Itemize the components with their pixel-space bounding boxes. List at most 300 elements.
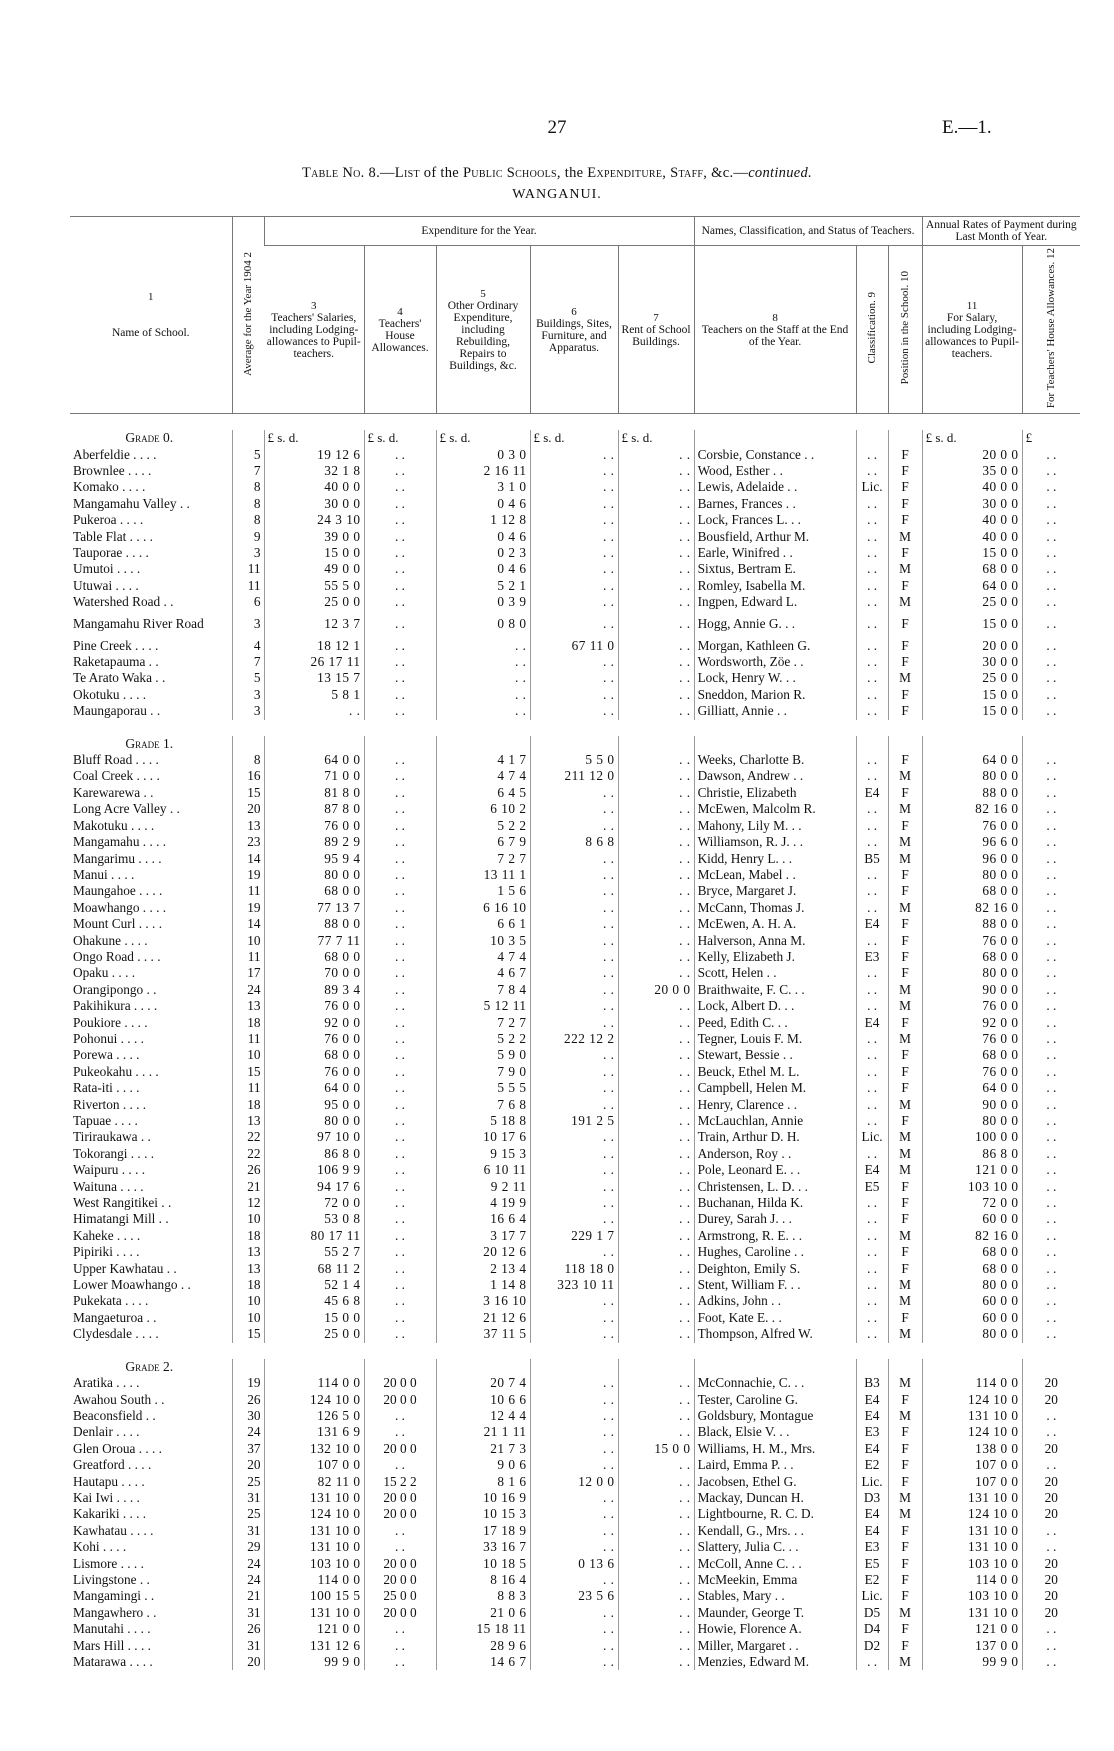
classification: . . (856, 752, 888, 768)
school-name: Umutoi . . . . (73, 561, 141, 577)
salaries-amount: 76 0 0 (264, 1064, 364, 1080)
position: F (888, 1113, 922, 1129)
position: M (888, 900, 922, 916)
house-allowance-amount: . . (364, 1424, 436, 1440)
rent-amount: . . (618, 1424, 694, 1440)
school-name: Kohi . . . . (73, 1539, 127, 1555)
salaries-amount: 18 12 1 (264, 638, 364, 654)
salaries-amount: 131 6 9 (264, 1424, 364, 1440)
position: F (888, 965, 922, 981)
salary-rate: 15 0 0 (922, 611, 1022, 638)
school-row (70, 1457, 1080, 1473)
position: M (888, 1654, 922, 1670)
school-name: Mangarimu . . . . (73, 850, 162, 866)
col-label: Buildings, Sites, Furniture, and Apparatus. (536, 317, 612, 354)
average-attendance: 31 (232, 1605, 264, 1621)
rent-amount: . . (618, 851, 694, 867)
currency-unit: £ s. d. (618, 430, 694, 446)
classification: D5 (856, 1605, 888, 1621)
average-attendance: 10 (232, 1047, 264, 1063)
salary-rate: 121 0 0 (922, 1162, 1022, 1178)
average-attendance: 24 (232, 1556, 264, 1572)
rent-amount: . . (618, 1211, 694, 1227)
buildings-amount: . . (530, 949, 618, 965)
house-allowance-amount: . . (364, 611, 436, 638)
other-expenditure-amount: 21 7 3 (436, 1441, 530, 1457)
buildings-amount: 0 13 6 (530, 1556, 618, 1572)
col-salary-rate-header (922, 246, 1022, 414)
salary-rate: 40 0 0 (922, 479, 1022, 495)
house-allowance-amount: . . (364, 1080, 436, 1096)
buildings-amount: . . (530, 654, 618, 670)
rent-amount: . . (618, 1572, 694, 1588)
house-allowance-amount: . . (364, 1293, 436, 1309)
average-attendance: 15 (232, 1064, 264, 1080)
teacher-name: Peed, Edith C. . . (694, 1015, 856, 1031)
house-allowance-rate: . . (1022, 1261, 1080, 1277)
average-attendance: 21 (232, 1179, 264, 1195)
col-class-header (856, 246, 888, 414)
salaries-amount: 99 9 0 (264, 1654, 364, 1670)
house-allowance-rate: . . (1022, 1621, 1080, 1637)
salaries-amount: 39 0 0 (264, 529, 364, 545)
house-allowance-amount: . . (364, 1654, 436, 1670)
salary-rate: 124 10 0 (922, 1506, 1022, 1522)
rent-amount: . . (618, 1392, 694, 1408)
table-title (0, 165, 1114, 182)
teacher-name: Maunder, George T. (694, 1605, 856, 1621)
house-allowance-amount: . . (364, 900, 436, 916)
buildings-amount: . . (530, 1638, 618, 1654)
house-allowance-amount: . . (364, 1162, 436, 1178)
other-expenditure-amount: 10 17 6 (436, 1129, 530, 1145)
classification: . . (856, 1326, 888, 1342)
buildings-amount: . . (530, 1441, 618, 1457)
house-allowance-amount: . . (364, 1031, 436, 1047)
house-allowance-amount: . . (364, 1146, 436, 1162)
salaries-amount: 121 0 0 (264, 1621, 364, 1637)
teacher-name: Kidd, Henry L. . . (694, 851, 856, 867)
house-allowance-rate: 20 (1022, 1375, 1080, 1391)
house-allowance-rate: . . (1022, 1424, 1080, 1440)
other-expenditure-amount: 14 6 7 (436, 1654, 530, 1670)
teacher-name: Christie, Elizabeth (694, 785, 856, 801)
school-name: Brownlee . . . . (73, 462, 152, 478)
other-expenditure-amount: 6 10 11 (436, 1162, 530, 1178)
house-allowance-amount: . . (364, 1015, 436, 1031)
position: F (888, 1064, 922, 1080)
buildings-amount: . . (530, 1457, 618, 1473)
salary-rate: 107 0 0 (922, 1457, 1022, 1473)
average-attendance: 24 (232, 982, 264, 998)
position: F (888, 1638, 922, 1654)
classification: . . (856, 703, 888, 719)
house-allowance-amount: . . (364, 916, 436, 932)
school-name: Komako . . . . (73, 479, 146, 495)
buildings-amount: 191 2 5 (530, 1113, 618, 1129)
salary-rate: 107 0 0 (922, 1474, 1022, 1490)
buildings-amount: . . (530, 496, 618, 512)
house-allowance-amount: . . (364, 1211, 436, 1227)
currency-unit: £ s. d. (436, 430, 530, 446)
teacher-name: Lock, Henry W. . . (694, 670, 856, 686)
position: F (888, 1539, 922, 1555)
average-attendance: 3 (232, 545, 264, 561)
position: F (888, 867, 922, 883)
school-name: Kawhatau . . . . (73, 1522, 154, 1538)
school-name: Ongo Road . . . . (73, 948, 161, 964)
salaries-amount: 68 0 0 (264, 949, 364, 965)
teacher-name: Wood, Esther . . (694, 463, 856, 479)
school-name: Kai Iwi . . . . (73, 1489, 140, 1505)
salaries-amount: 68 11 2 (264, 1261, 364, 1277)
spacer-row (70, 1343, 1080, 1359)
other-expenditure-amount: 28 9 6 (436, 1638, 530, 1654)
school-row (70, 611, 1080, 638)
school-name: Maungaporau . . (73, 703, 161, 719)
position: F (888, 785, 922, 801)
school-name: Pine Creek . . . . (73, 637, 159, 653)
teacher-name: Beuck, Ethel M. L. (694, 1064, 856, 1080)
school-name: Awahou South . . (73, 1391, 165, 1407)
position: F (888, 687, 922, 703)
house-allowance-rate: . . (1022, 933, 1080, 949)
other-expenditure-amount: 17 18 9 (436, 1523, 530, 1539)
house-allowance-rate: . . (1022, 654, 1080, 670)
house-allowance-amount: . . (364, 447, 436, 463)
other-expenditure-amount: 7 2 7 (436, 1015, 530, 1031)
house-allowance-amount: . . (364, 1261, 436, 1277)
teacher-name: Campbell, Helen M. (694, 1080, 856, 1096)
rent-amount: . . (618, 545, 694, 561)
salary-rate: 114 0 0 (922, 1375, 1022, 1391)
average-attendance: 23 (232, 834, 264, 850)
school-row (70, 900, 1080, 916)
school-row (70, 965, 1080, 981)
salary-rate: 96 0 0 (922, 851, 1022, 867)
salary-rate: 96 6 0 (922, 834, 1022, 850)
grade-heading-row (70, 1359, 1080, 1375)
classification: . . (856, 578, 888, 594)
salaries-amount: 45 6 8 (264, 1293, 364, 1309)
house-allowance-amount: . . (364, 785, 436, 801)
salary-rate: 20 0 0 (922, 447, 1022, 463)
house-allowance-amount: . . (364, 1638, 436, 1654)
teacher-name: McMeekin, Emma (694, 1572, 856, 1588)
school-row (70, 1277, 1080, 1293)
rent-amount: . . (618, 1195, 694, 1211)
school-name: Manui . . . . (73, 866, 135, 882)
school-name: Matarawa . . . . (73, 1654, 153, 1670)
other-expenditure-amount: 4 6 7 (436, 965, 530, 981)
rent-amount: . . (618, 1031, 694, 1047)
average-attendance: 10 (232, 1211, 264, 1227)
other-expenditure-amount: 4 19 9 (436, 1195, 530, 1211)
average-attendance: 16 (232, 768, 264, 784)
house-allowance-rate: . . (1022, 479, 1080, 495)
house-allowance-amount: . . (364, 496, 436, 512)
position: F (888, 512, 922, 528)
buildings-amount: . . (530, 900, 618, 916)
salary-rate: 88 0 0 (922, 785, 1022, 801)
school-name: Mars Hill . . . . (73, 1637, 151, 1653)
position: M (888, 670, 922, 686)
col-label: Teachers' House Allowances. (371, 317, 429, 354)
buildings-amount: . . (530, 447, 618, 463)
salary-rate: 114 0 0 (922, 1572, 1022, 1588)
buildings-amount: . . (530, 1490, 618, 1506)
currency-unit: £ s. d. (364, 430, 436, 446)
school-row (70, 801, 1080, 817)
school-row (70, 818, 1080, 834)
salary-rate: 80 0 0 (922, 965, 1022, 981)
average-attendance: 26 (232, 1621, 264, 1637)
average-attendance: 25 (232, 1506, 264, 1522)
school-name: Pukeroa . . . . (73, 512, 144, 528)
position: M (888, 1031, 922, 1047)
buildings-amount: 67 11 0 (530, 638, 618, 654)
house-allowance-rate: . . (1022, 1211, 1080, 1227)
rent-amount: . . (618, 1129, 694, 1145)
school-name: Coal Creek . . . . (73, 768, 160, 784)
rent-amount: . . (618, 1293, 694, 1309)
school-name: Mangawhero . . (73, 1604, 157, 1620)
position: M (888, 851, 922, 867)
average-attendance: 7 (232, 654, 264, 670)
classification: E4 (856, 1408, 888, 1424)
buildings-amount: . . (530, 1572, 618, 1588)
buildings-amount: . . (530, 1080, 618, 1096)
school-row (70, 1605, 1080, 1621)
house-allowance-rate: . . (1022, 1277, 1080, 1293)
position: F (888, 1179, 922, 1195)
position: M (888, 1162, 922, 1178)
classification: . . (856, 1211, 888, 1227)
classification: . . (856, 818, 888, 834)
classification: . . (856, 687, 888, 703)
salary-rate: 82 16 0 (922, 900, 1022, 916)
rent-amount: . . (618, 1261, 694, 1277)
average-attendance: 22 (232, 1146, 264, 1162)
buildings-amount: . . (530, 594, 618, 610)
position: F (888, 496, 922, 512)
rent-amount: . . (618, 670, 694, 686)
house-allowance-amount: . . (364, 801, 436, 817)
position: F (888, 1080, 922, 1096)
buildings-amount: . . (530, 916, 618, 932)
classification: E4 (856, 785, 888, 801)
house-allowance-rate: . . (1022, 1408, 1080, 1424)
classification: . . (856, 447, 888, 463)
school-row (70, 687, 1080, 703)
teacher-name: Scott, Helen . . (694, 965, 856, 981)
col-number: 3 (311, 299, 317, 312)
currency-unit: £ s. d. (264, 430, 364, 446)
position: F (888, 611, 922, 638)
buildings-amount: . . (530, 998, 618, 1014)
salary-rate: 30 0 0 (922, 496, 1022, 512)
position: F (888, 463, 922, 479)
rent-amount: . . (618, 867, 694, 883)
average-attendance: 12 (232, 1195, 264, 1211)
classification: Lic. (856, 1474, 888, 1490)
buildings-amount: . . (530, 1392, 618, 1408)
school-row (70, 1408, 1080, 1424)
salaries-amount: 19 12 6 (264, 447, 364, 463)
house-allowance-amount: . . (364, 1047, 436, 1063)
col-number: 5 (480, 287, 486, 300)
salaries-amount: 26 17 11 (264, 654, 364, 670)
house-allowance-amount: . . (364, 578, 436, 594)
house-allowance-rate: . . (1022, 1113, 1080, 1129)
salary-rate: 20 0 0 (922, 638, 1022, 654)
salary-rate: 68 0 0 (922, 1244, 1022, 1260)
buildings-amount: 323 10 11 (530, 1277, 618, 1293)
teacher-name: Lock, Frances L. . . (694, 512, 856, 528)
house-allowance-amount: . . (364, 834, 436, 850)
col-house-rate-header (1022, 246, 1080, 414)
col-number: 10 (899, 271, 912, 283)
house-allowance-amount: . . (364, 638, 436, 654)
house-allowance-amount: . . (364, 1310, 436, 1326)
salaries-amount: 5 8 1 (264, 687, 364, 703)
teacher-name: Anderson, Roy . . (694, 1146, 856, 1162)
classification: . . (856, 1293, 888, 1309)
house-allowance-rate: . . (1022, 1310, 1080, 1326)
rent-amount: . . (618, 611, 694, 638)
position: F (888, 818, 922, 834)
school-name: Poukiore . . . . (73, 1014, 148, 1030)
school-name: Makotuku . . . . (73, 817, 155, 833)
rent-amount: . . (618, 1146, 694, 1162)
buildings-amount: . . (530, 687, 618, 703)
school-row (70, 1638, 1080, 1654)
position: F (888, 479, 922, 495)
teacher-name: McEwen, Malcolm R. (694, 801, 856, 817)
salary-rate: 25 0 0 (922, 670, 1022, 686)
teacher-name: Train, Arthur D. H. (694, 1129, 856, 1145)
average-attendance: 18 (232, 1097, 264, 1113)
house-allowance-amount: 25 0 0 (364, 1588, 436, 1604)
school-name: Riverton . . . . (73, 1096, 147, 1112)
average-attendance: 18 (232, 1228, 264, 1244)
school-name: Tauporae . . . . (73, 545, 149, 561)
salaries-amount: 76 0 0 (264, 998, 364, 1014)
buildings-amount: 23 5 6 (530, 1588, 618, 1604)
other-expenditure-amount: . . (436, 687, 530, 703)
col-number: 1 (148, 291, 154, 304)
salaries-amount: 95 0 0 (264, 1097, 364, 1113)
salary-rate: 90 0 0 (922, 982, 1022, 998)
salary-rate: 15 0 0 (922, 687, 1022, 703)
salary-rate: 131 10 0 (922, 1523, 1022, 1539)
buildings-amount: . . (530, 1326, 618, 1342)
buildings-amount: . . (530, 1015, 618, 1031)
average-attendance: 11 (232, 561, 264, 577)
average-attendance: 13 (232, 998, 264, 1014)
salary-rate: 103 10 0 (922, 1588, 1022, 1604)
buildings-amount: 5 5 0 (530, 752, 618, 768)
other-expenditure-amount: 5 9 0 (436, 1047, 530, 1063)
position: F (888, 1047, 922, 1063)
position: M (888, 834, 922, 850)
salary-rate: 131 10 0 (922, 1539, 1022, 1555)
average-attendance: 8 (232, 512, 264, 528)
house-allowance-rate: . . (1022, 670, 1080, 686)
house-allowance-amount: 20 0 0 (364, 1556, 436, 1572)
buildings-amount: . . (530, 1605, 618, 1621)
house-allowance-rate: . . (1022, 851, 1080, 867)
house-allowance-rate: . . (1022, 998, 1080, 1014)
house-allowance-amount: . . (364, 703, 436, 719)
house-allowance-amount: . . (364, 529, 436, 545)
rent-amount: . . (618, 463, 694, 479)
position: F (888, 1572, 922, 1588)
classification: . . (856, 998, 888, 1014)
house-allowance-rate: . . (1022, 801, 1080, 817)
school-name: Pukekata . . . . (73, 1293, 149, 1309)
average-attendance: 10 (232, 933, 264, 949)
teacher-name: Jacobsen, Ethel G. (694, 1474, 856, 1490)
buildings-amount: . . (530, 867, 618, 883)
other-expenditure-amount: 10 16 9 (436, 1490, 530, 1506)
salary-rate: 90 0 0 (922, 1097, 1022, 1113)
position: M (888, 594, 922, 610)
document-reference: E.—1. (942, 117, 992, 138)
house-allowance-amount: . . (364, 670, 436, 686)
rent-amount: . . (618, 1457, 694, 1473)
house-allowance-rate: . . (1022, 1080, 1080, 1096)
school-row (70, 933, 1080, 949)
salary-rate: 80 0 0 (922, 1113, 1022, 1129)
other-expenditure-amount: 0 8 0 (436, 611, 530, 638)
col-label: Teachers' Salaries, including Lodging-allowances to Pupil-teachers. (266, 311, 361, 360)
title-part: , the (556, 165, 588, 181)
house-allowance-amount: . . (364, 1244, 436, 1260)
house-allowance-rate: . . (1022, 1654, 1080, 1670)
average-attendance: 13 (232, 818, 264, 834)
teacher-name: Earle, Winifred . . (694, 545, 856, 561)
other-expenditure-amount: 12 4 4 (436, 1408, 530, 1424)
school-row (70, 670, 1080, 686)
salary-rate: 76 0 0 (922, 818, 1022, 834)
teacher-name: Tester, Caroline G. (694, 1392, 856, 1408)
salaries-amount: 89 2 9 (264, 834, 364, 850)
col-name-header (70, 217, 232, 414)
school-row (70, 851, 1080, 867)
buildings-amount: . . (530, 1293, 618, 1309)
school-row (70, 512, 1080, 528)
house-allowance-rate: . . (1022, 463, 1080, 479)
school-row (70, 638, 1080, 654)
salary-rate: 121 0 0 (922, 1621, 1022, 1637)
rent-amount: . . (618, 801, 694, 817)
school-name: Waipuru . . . . (73, 1162, 146, 1178)
house-allowance-rate: . . (1022, 785, 1080, 801)
salary-rate: 100 0 0 (922, 1129, 1022, 1145)
school-row (70, 1244, 1080, 1260)
school-name: Tokorangi . . . . (73, 1145, 155, 1161)
salaries-amount: 80 17 11 (264, 1228, 364, 1244)
salary-rate: 64 0 0 (922, 578, 1022, 594)
spacer-row (70, 720, 1080, 736)
classification: E3 (856, 1424, 888, 1440)
school-row (70, 1441, 1080, 1457)
house-allowance-amount: . . (364, 933, 436, 949)
average-attendance: 3 (232, 611, 264, 638)
col-number: 11 (966, 299, 978, 312)
school-row (70, 1031, 1080, 1047)
